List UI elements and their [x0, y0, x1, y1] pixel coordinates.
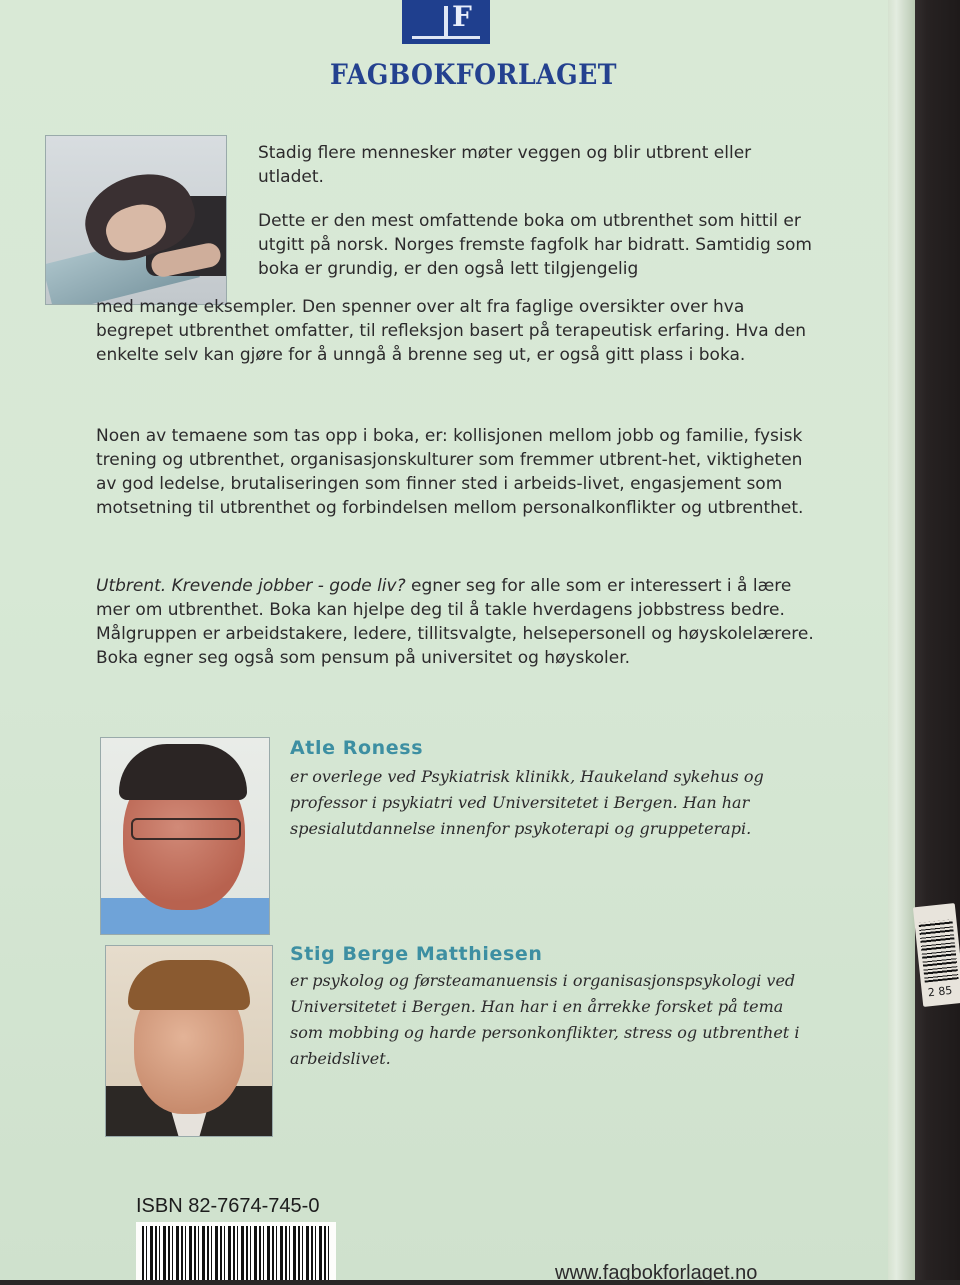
blurb-paragraph-2-bottom: med mange eksempler. Den spenner over alt fra faglige oversikter over hva begrepet utbrenthet omfatter, til refleksjon basert på terapeutisk erfaring. Hva den enkelte selv kan gjøre for å unngå å brenne seg ut, er også gitt plass i boka. — [96, 297, 807, 365]
author-name: Atle Roness — [290, 737, 424, 759]
sticker-number: 2 85 — [927, 983, 953, 1000]
isbn-barcode — [136, 1222, 336, 1280]
isbn-label: ISBN 82-7674-745-0 — [136, 1195, 320, 1217]
blurb-intro: Stadig flere mennesker møter veggen og blir utbrent eller utladet. — [258, 143, 752, 187]
publisher-url: www.fagbokforlaget.no — [555, 1262, 758, 1284]
author-bio: er psykolog og førsteamanuensis i organisasjonspsykologi ved Universitetet i Bergen. Han har i en årrekke forsket på tema som mobbing og harde personkonflikter, stress og utbrenthet i arbeidslivet. — [290, 971, 800, 1068]
author-photo-matthiesen — [105, 945, 273, 1137]
publisher-name: FAGBOKFORLAGET — [330, 58, 617, 91]
logo-letter: F — [452, 0, 472, 33]
author-name: Stig Berge Matthiesen — [290, 943, 543, 965]
blurb-paragraph-3: Noen av temaene som tas opp i boka, er: kollisjonen mellom jobb og familie, fysisk trening og utbrenthet, organisasjonskulturer som fremmer utbrent-het, viktigheten av god ledelse, brutaliseringen som finner sted i arbeids-livet, engasjement som motsetning til utbrenthet og forbindelsen mellom personalkonflikter og utbrenthet. — [96, 426, 804, 518]
blurb-paragraph-4-text: egner seg for alle som er interessert i å lære mer om utbrenthet. Boka kan hjelpe deg til å takle hverdagens jobbstress bedre. Målgruppen er arbeidstakere, ledere, tillitsvalgte, helsepersonell og høyskolelærere. Boka egner seg også som pensum på universitet og høyskoler. — [96, 576, 814, 668]
blurb-paragraph-4 — [96, 574, 818, 670]
author-bio: er overlege ved Psykiatrisk klinikk, Haukeland sykehus og professor i psykiatri ved Universitetet i Bergen. Han har spesialutdannelse innenfor psykoterapi og gruppeterapi. — [290, 767, 764, 838]
book-title: Utbrent. Krevende jobber - gode liv? — [96, 576, 406, 596]
sticker-barcode — [919, 919, 959, 982]
publisher-logo — [402, 0, 490, 44]
blurb-paragraph-2-top: Dette er den mest omfattende boka om utbrenthet som hittil er utgitt på norsk. Norges fremste fagfolk har bidratt. Samtidig som boka er grundig, er den også lett tilgjengelig — [258, 211, 812, 279]
author-photo-roness — [100, 737, 270, 935]
sleeping-person-photo — [45, 135, 227, 305]
